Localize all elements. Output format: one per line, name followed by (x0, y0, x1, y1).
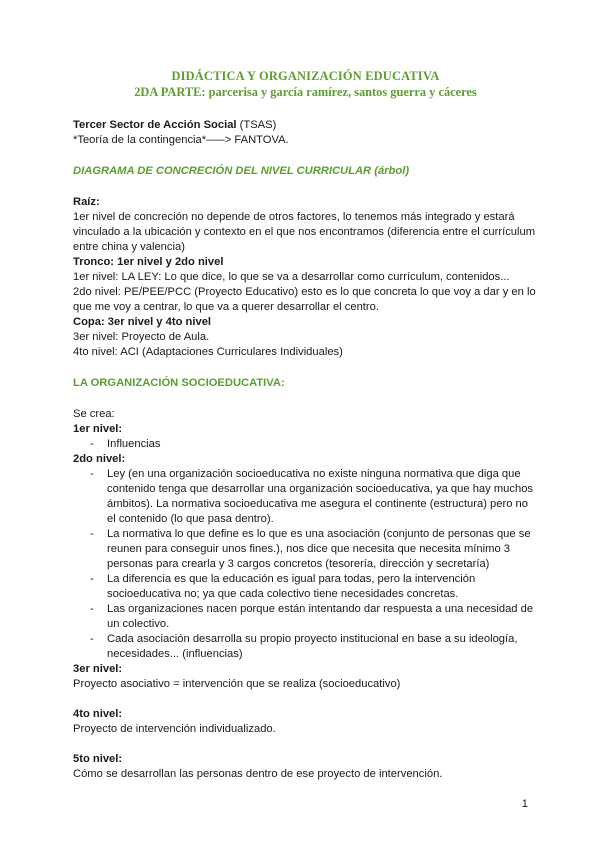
nivel1-list (73, 437, 538, 452)
nivel2-label: 2do nivel: (73, 453, 126, 465)
tronco-label: Tronco: 1er nivel y 2do nivel (73, 256, 224, 268)
page-number: 1 (521, 798, 528, 810)
copa-nivel-4: 4to nivel: ACI (Adaptaciones Curriculares Individuales) (73, 346, 343, 358)
nivel5-label: 5to nivel: (73, 753, 123, 765)
tsas-rest: (TSAS) (236, 119, 277, 131)
tsas-bold: Tercer Sector de Acción Social (73, 119, 237, 131)
teoria-line: *Teoría de la contingencia*–––> FANTOVA. (73, 134, 289, 146)
nivel4-text: Proyecto de intervención individualizado. (73, 723, 276, 735)
nivel5-text: Cómo se desarrollan las personas dentro de ese proyecto de intervención. (73, 768, 443, 780)
list-item: - Ley (en una organización socioeducativa no existe ninguna normativa que diga que contenido tenga que desarrollar una organización socioeducativa, ya que hay muchos ámbitos). La normativa socioeducativa me asegura el continente (estructura) pero no el contenido (lo que pasa dentro). (73, 467, 538, 527)
list-item: - Las organizaciones nacen porque están intentando dar respuesta a una necesidad de un colectivo. (73, 602, 538, 632)
raiz-text: 1er nivel de concreción no depende de otros factores, lo tenemos más integrado y estará vinculado a la ubicación y contexto en el que nos encontramos (diferencia entre el currículum entre china y valencia) (73, 211, 536, 253)
nivel2-list (73, 467, 538, 662)
list-item: - La normativa lo que define es lo que es una asociación (conjunto de personas que se reunen para conseguir unos fines.), nos dice que necesita que necesita mínimo 3 personas para crearla y 3 cargos concretos (tesorería, dirección y secretaría) (73, 527, 538, 572)
list-item: - Cada asociación desarrolla su propio proyecto institucional en base a su ideología, necesidades... (influencias) (73, 632, 538, 662)
nivel3-text: Proyecto asociativo = intervención que se realiza (socioeducativo) (73, 678, 401, 690)
tronco-nivel-2: 2do nivel: PE/PEE/PCC (Proyecto Educativo) esto es lo que concreta lo que voy a dar y en lo que me voy a centrar, lo que va a querer desarrollar el centro. (73, 286, 536, 313)
list-item: - La diferencia es que la educación es igual para todas, pero la intervención socioeducativa no; ya que cada colectivo tiene necesidades concretas. (73, 572, 538, 602)
se-crea: Se crea: (73, 408, 115, 420)
organizacion-heading: LA ORGANIZACIÓN SOCIOEDUCATIVA: (73, 377, 285, 389)
nivel1-label: 1er nivel: (73, 423, 123, 435)
tronco-nivel-1: 1er nivel: LA LEY: Lo que dice, lo que se va a desarrollar como currículum, contenidos... (73, 271, 510, 283)
document-title: DIDÁCTICA Y ORGANIZACIÓN EDUCATIVA (171, 69, 440, 83)
tsas-line (73, 118, 538, 133)
diagrama-heading: DIAGRAMA DE CONCRECIÓN DEL NIVEL CURRICULAR (árbol) (73, 165, 410, 177)
list-item: - Influencias (73, 437, 538, 452)
copa-label: Copa: 3er nivel y 4to nivel (73, 316, 212, 328)
raiz-label: Raíz: (73, 196, 100, 208)
document-subtitle: 2DA PARTE: parcerisa y garcía ramírez, santos guerra y cáceres (134, 85, 477, 99)
nivel4-label: 4to nivel: (73, 708, 123, 720)
copa-nivel-3: 3er nivel: Proyecto de Aula. (73, 331, 210, 343)
nivel3-label: 3er nivel: (73, 663, 123, 675)
